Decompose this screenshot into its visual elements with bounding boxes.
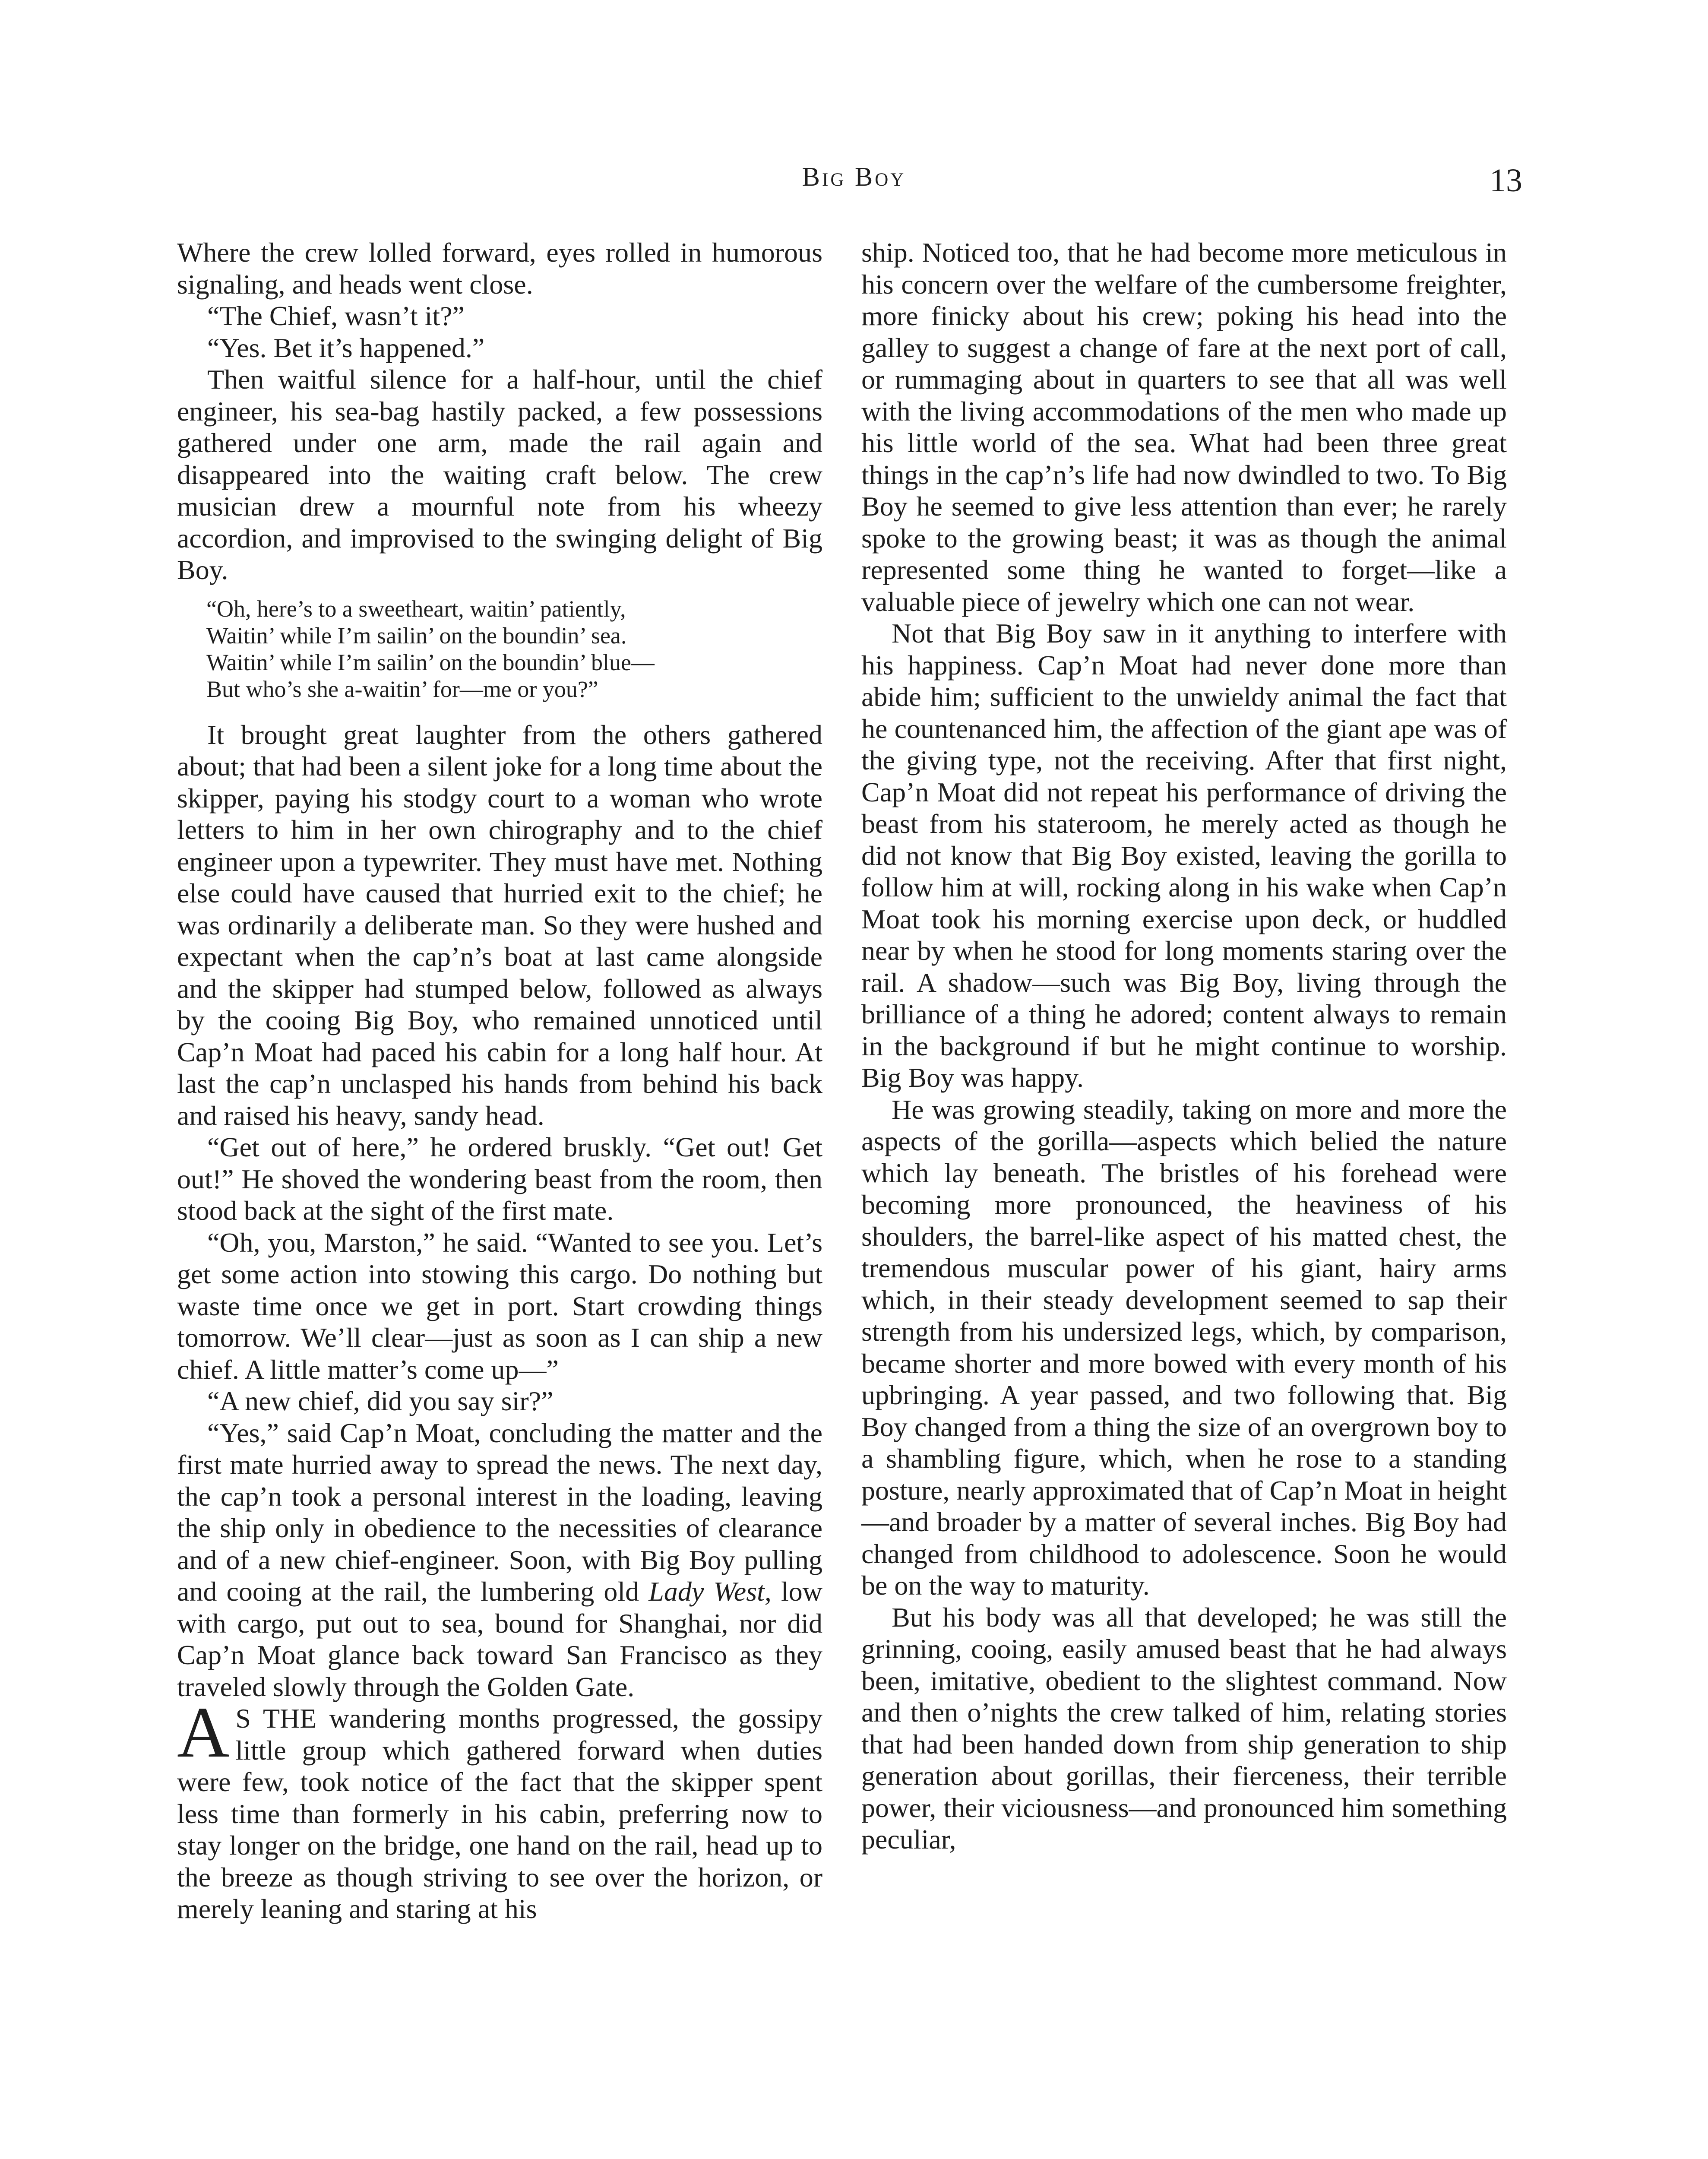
- verse-line: “Oh, here’s to a sweetheart, waitin’ patiently,: [206, 595, 626, 622]
- paragraph: Where the crew lolled forward, eyes rolled in humorous signaling, and heads went close.: [177, 237, 822, 300]
- paragraph: Not that Big Boy saw in it anything to interfere with his happiness. Cap’n Moat had never done more than abide him; sufficient to the unwieldy animal the fact that he countenanced him, the affection of the giant ape was of the giving type, not the receiving. After that first night, Cap’n Moat did not repeat his performance of driving the beast from his stateroom, he merely acted as though he did not know that Big Boy existed, leaving the gorilla to follow him at will, rocking along in his wake when Cap’n Moat took his morning exercise upon deck, or huddled near by when he stood for long moments staring over the rail. A shadow—such was Big Boy, living through the brilliance of a thing he adored; content always to remain in the background if but he might continue to worship. Big Boy was happy.: [861, 618, 1507, 1093]
- page-number: 13: [1490, 162, 1522, 199]
- drop-cap: A: [177, 1692, 230, 1773]
- paragraph: Then waitful silence for a half-hour, until the chief engineer, his sea-bag hastily packed, a few possessions gathered under one arm, made the rail again and disappeared into the waiting craft below. The crew musician drew a mournful note from his wheezy accordion, and improvised to the swinging delight of Big Boy.: [177, 364, 822, 585]
- running-head-title: Big Boy: [802, 162, 906, 192]
- verse-line: Waitin’ while I’m sailin’ on the boundin’ sea.: [206, 622, 627, 649]
- text-run: “Yes,” said Cap’n Moat, concluding the matter and the first mate hurried away to spread the news. The next day, the cap’n took a personal interest in the loading, leaving the ship only in obedience to the necessities of clearance and of a new chief-engineer. Soon, with Big Boy pulling and cooing at the rail, the lumbering old: [177, 1417, 822, 1607]
- verse-line: Waitin’ while I’m sailin’ on the boundin’ blue—: [206, 649, 655, 675]
- paragraph: It brought great laughter from the others gathered about; that had been a silent joke for a long time about the skipper, paying his stodgy court to a woman who wrote letters to him in her own chirography and to the chief engineer upon a typewriter. They must have met. Nothing else could have caused that hurried exit to the chief; he was ordinarily a deliberate man. So they were hushed and expectant when the cap’n’s boat at last came alongside and the skipper had stumped below, followed as always by the cooing Big Boy, who remained unnoticed until Cap’n Moat had paced his cabin for a long half hour. At last the cap’n unclasped his hands from behind his back and raised his heavy, sandy head.: [177, 719, 822, 1131]
- left-text-column: [177, 237, 822, 1925]
- right-text-column: [861, 237, 1507, 1855]
- paragraph: But his body was all that developed; he was still the grinning, cooing, easily amused beast that he had always been, imitative, obedient to the slightest command. Now and then o’nights the crew talked of him, relating stories that had been handed down from ship generation to ship generation about gorillas, their fierceness, their terrible power, their viciousness—and pronounced him something peculiar,: [861, 1602, 1507, 1855]
- text-run: low with cargo, put out to sea, bound for Shanghai, nor did Cap’n Moat glance back toward San Francisco as they traveled slowly through the Golden Gate.: [177, 1576, 823, 1702]
- paragraph: “A new chief, did you say sir?”: [207, 1386, 554, 1416]
- paragraph: “Oh, you, Marston,” he said. “Wanted to see you. Let’s get some action into stowing this cargo. Do nothing but waste time once we get in port. Start crowding things tomorrow. We’ll clear—just as soon as I can ship a new chief. A little matter’s come up—”: [177, 1227, 822, 1385]
- paragraph: [177, 1417, 822, 1703]
- song-verse: [206, 595, 822, 703]
- ship-name-italic: Lady West,: [648, 1576, 772, 1607]
- paragraph: “Yes. Bet it’s happened.”: [207, 332, 485, 363]
- paragraph: ship. Noticed too, that he had become more meticulous in his concern over the welfare of the cumbersome freighter, more finicky about his crew; poking his head into the galley to suggest a change of fare at the next port of call, or rummaging about in quarters to see that all was well with the living accommodations of the men who made up his little world of the sea. What had been three great things in the cap’n’s life had now dwindled to two. To Big Boy he seemed to give less attention than ever; he rarely spoke to the growing beast; it was as though the animal represented some thing he wanted to forget—like a valuable piece of jewelry which one can not wear.: [861, 237, 1507, 617]
- paragraph: He was growing steadily, taking on more and more the aspects of the gorilla—aspects which belied the nature which lay beneath. The bristles of his forehead were becoming more pronounced, the heaviness of his shoulders, the barrel-like aspect of his matted chest, the tremendous muscular power of his giant, hairy arms which, in their steady development seemed to sap their strength from his undersized legs, which, by comparison, became shorter and more bowed with every month of his upbringing. A year passed, and two following that. Big Boy changed from a thing the size of an overgrown boy to a shambling figure, which, when he rose to a standing posture, nearly approximated that of Cap’n Moat in height—and broader by a matter of several inches. Big Boy had changed from childhood to adolescence. Soon he would be on the way to maturity.: [861, 1094, 1507, 1601]
- lead-in-caps: S THE: [235, 1703, 317, 1734]
- verse-line: But who’s she a-waitin’ for—me or you?”: [206, 676, 598, 702]
- section-opening-paragraph: [177, 1692, 823, 1925]
- paragraph: “The Chief, wasn’t it?”: [207, 301, 465, 331]
- text-run: wandering months progressed, the gossipy little group which gathered forward when duties were few, took notice of the fact that the skipper spent less time than formerly in his cabin, preferring now to stay longer on the bridge, one hand on the rail, head up to the breeze as though striving to see over the horizon, or merely leaning and staring at his: [177, 1703, 823, 1924]
- paragraph: “Get out of here,” he ordered bruskly. “Get out! Get out!” He shoved the wondering beast from the room, then stood back at the sight of the first mate.: [177, 1132, 822, 1226]
